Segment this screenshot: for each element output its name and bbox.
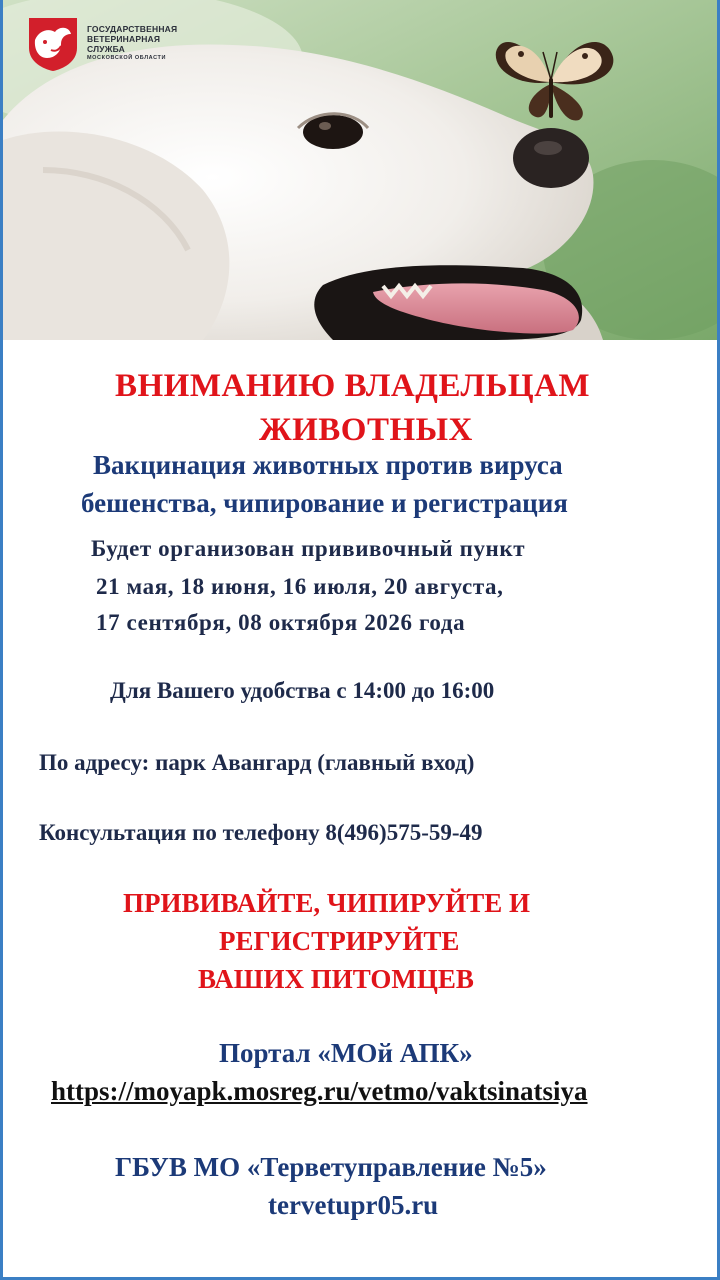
schedule-dates-line1: 21 мая, 18 июня, 16 июля, 20 августа, — [96, 574, 504, 599]
subtitle-line1: Вакцинация животных против вируса — [93, 450, 563, 480]
cta-line3: ВАШИХ ПИТОМЦЕВ — [198, 964, 474, 994]
phone-text: Консультация по телефону 8(496)575-59-49 — [39, 820, 483, 845]
org-name-line4: МОСКОВСКОЙ ОБЛАСТИ — [87, 55, 167, 61]
portal-name: Портал «МОй АПК» — [219, 1038, 473, 1068]
cta-line1: ПРИВИВАЙТЕ, ЧИПИРУЙТЕ И — [123, 888, 531, 918]
footer-org: ГБУВ МО «Терветуправление №5» — [115, 1152, 547, 1182]
hero-photo — [3, 0, 720, 340]
schedule-dates-line2: 17 сентября, 08 октября 2026 года — [96, 610, 466, 635]
schedule-intro: Будет организован прививочный пункт — [91, 536, 526, 561]
hours-text: Для Вашего удобства с 14:00 до 16:00 — [110, 678, 495, 703]
address-text: По адресу: парк Авангард (главный вход) — [39, 750, 475, 775]
subtitle-line2: бешенства, чипирование и регистрация — [81, 488, 568, 518]
headline-line2: ЖИВОТНЫХ — [259, 412, 473, 448]
org-name-line3: СЛУЖБА — [87, 44, 125, 54]
org-logo — [25, 14, 177, 72]
cta-line2: РЕГИСТРИРУЙТЕ — [219, 926, 460, 956]
org-name-line1: ГОСУДАРСТВЕННАЯ — [87, 24, 178, 34]
vet-service-emblem-icon — [25, 14, 81, 72]
headline-line1: ВНИМАНИЮ ВЛАДЕЛЬЦАМ — [115, 368, 591, 404]
portal-link[interactable]: https://moyapk.mosreg.ru/vetmo/vaktsinatsiya — [51, 1076, 588, 1106]
footer-site[interactable]: tervetupr05.ru — [268, 1190, 439, 1220]
org-name-line2: ВЕТЕРИНАРНАЯ — [87, 34, 161, 44]
